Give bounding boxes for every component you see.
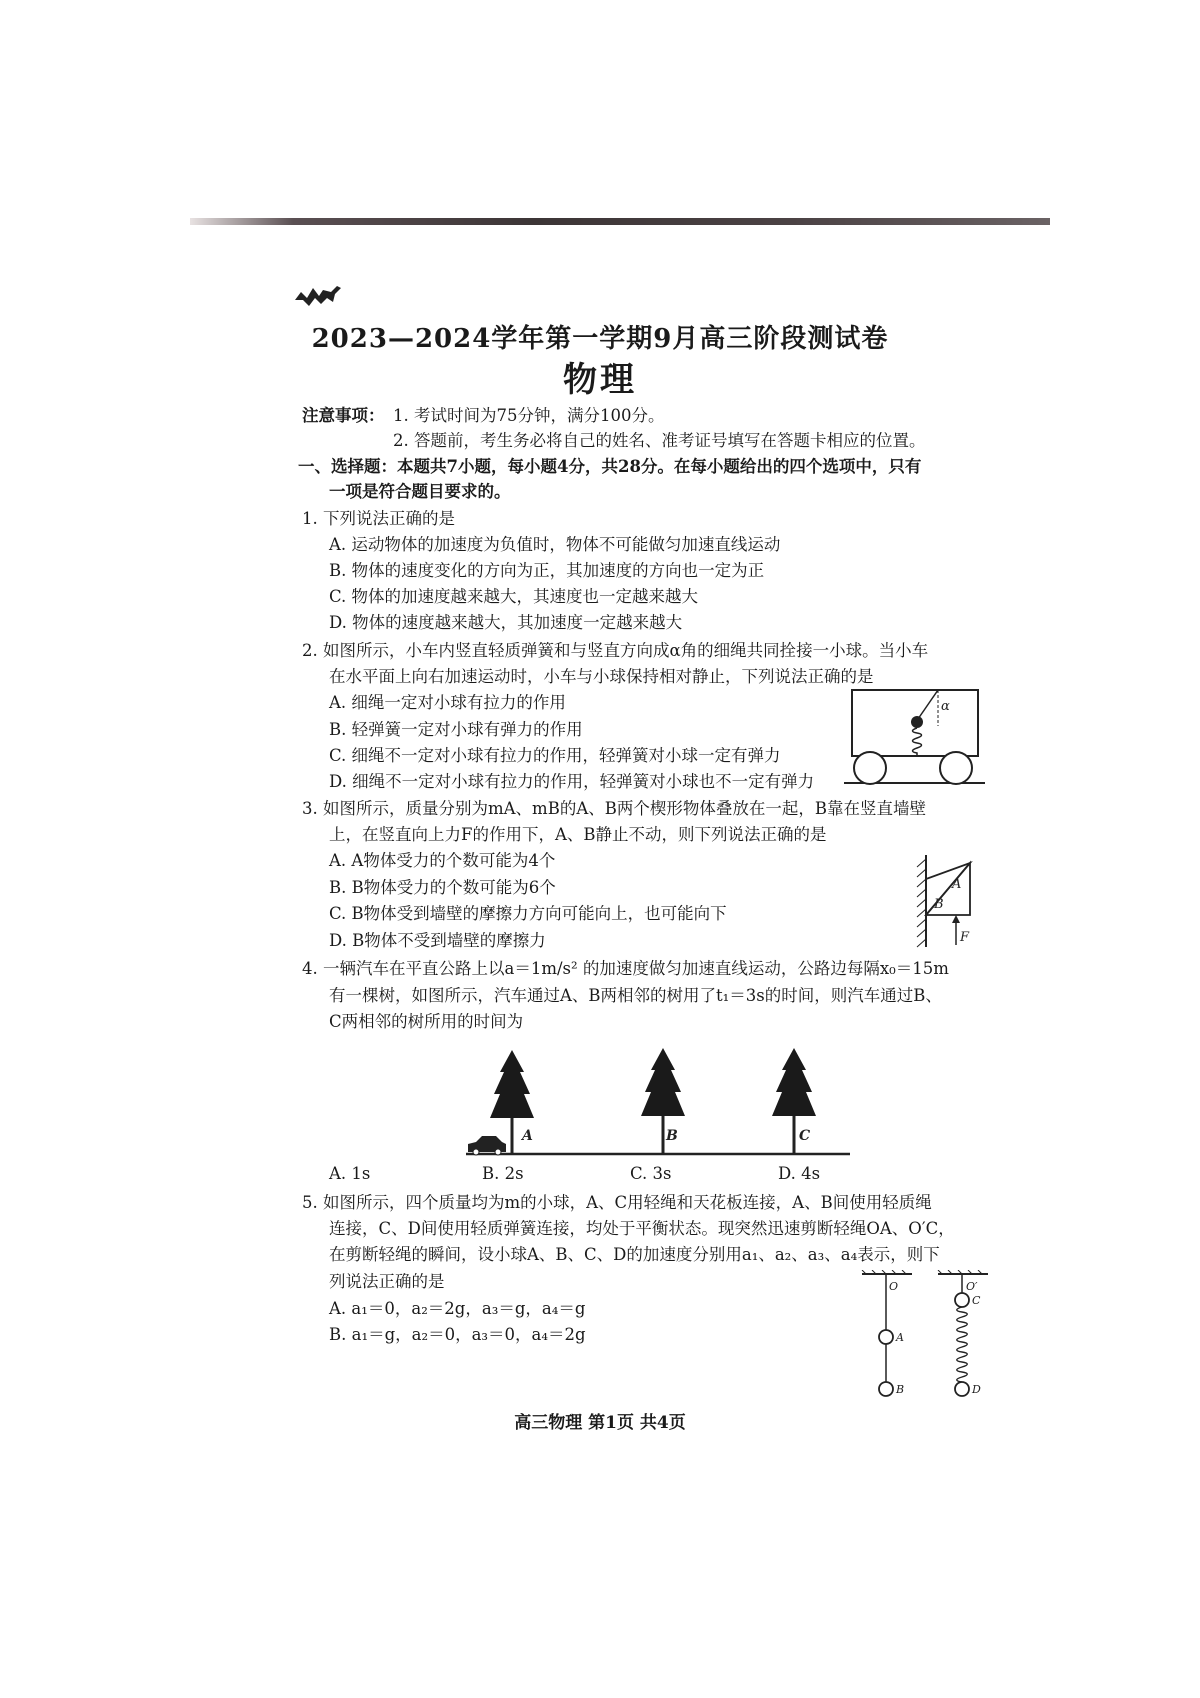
- q2-alpha-label: α: [941, 699, 950, 714]
- car-icon: [468, 1136, 506, 1155]
- q3-label-a: A: [952, 877, 962, 892]
- q5-stem-line-1: 5. 如图所示，四个质量均为m的小球，A、C用轻绳和天花板连接，A、B间使用轻质绳: [302, 1193, 932, 1212]
- tree-label-a: A: [522, 1128, 533, 1144]
- q5-stem-line-3: 在剪断轻绳的瞬间，设小球A、B、C、D的加速度分别用a₁、a₂、a₃、a₄表示，则下: [329, 1245, 940, 1264]
- q3-stem-line-1: 3. 如图所示，质量分别为mA、mB的A、B两个楔形物体叠放在一起，B靠在竖直墙壁: [302, 799, 926, 818]
- q2-stem-line-2: 在水平面上向右加速运动时，小车与小球保持相对静止，下列说法正确的是: [329, 667, 874, 686]
- exam-title: 2023—2024学年第一学期9月高三阶段测试卷: [311, 324, 889, 354]
- section-heading-line-2: 一项是符合题目要求的。: [329, 482, 511, 501]
- q5-label-a: A: [896, 1331, 904, 1344]
- q2-cart-figure: [842, 686, 987, 790]
- q5-label-d: D: [972, 1383, 981, 1396]
- tree-label-c: C: [799, 1128, 811, 1144]
- q4-option-a: A. 1s: [329, 1164, 371, 1183]
- q4-stem-line-1: 4. 一辆汽车在平直公路上以a＝1m/s² 的加速度做匀加速直线运动，公路边每隔x₀＝15m: [302, 959, 949, 978]
- q5-label-b: B: [896, 1383, 905, 1396]
- q2-stem-line-1: 2. 如图所示，小车内竖直轻质弹簧和与竖直方向成α角的细绳共同拴接一小球。当小车: [302, 641, 929, 660]
- q3-stem-line-2: 上，在竖直向上力F的作用下，A、B静止不动，则下列说法正确的是: [329, 825, 827, 844]
- q2-option-b: B. 轻弹簧一定对小球有弹力的作用: [329, 720, 583, 739]
- q3-option-d: D. B物体不受到墙壁的摩擦力: [329, 931, 546, 950]
- q5-option-a: A. a₁＝0，a₂＝2g，a₃＝g，a₄＝g: [329, 1299, 586, 1318]
- subject-title: 物理: [563, 360, 637, 400]
- q3-option-b: B. B物体受力的个数可能为6个: [329, 878, 556, 897]
- q5-label-c: C: [972, 1294, 981, 1307]
- notice-item-2: 2. 答题前，考生务必将自己的姓名、准考证号填写在答题卡相应的位置。: [393, 431, 926, 450]
- q4-option-d: D. 4s: [778, 1164, 821, 1183]
- q2-option-a: A. 细绳一定对小球有拉力的作用: [329, 693, 566, 712]
- q3-option-c: C. B物体受到墙壁的摩擦力方向可能向上，也可能向下: [329, 904, 727, 923]
- q4-trees-figure: [466, 1042, 850, 1160]
- q5-option-b: B. a₁＝g，a₂＝0，a₃＝0，a₄＝2g: [329, 1325, 586, 1344]
- q5-stem-line-4: 列说法正确的是: [329, 1272, 445, 1291]
- q1-option-c: C. 物体的加速度越来越大，其速度也一定越来越大: [329, 587, 699, 606]
- q2-option-c: C. 细绳不一定对小球有拉力的作用，轻弹簧对小球一定有弹力: [329, 746, 781, 765]
- q1-option-d: D. 物体的速度越来越大，其加速度一定越来越大: [329, 613, 683, 632]
- q2-option-d: D. 细绳不一定对小球有拉力的作用，轻弹簧对小球也不一定有弹力: [329, 772, 815, 791]
- q3-wedge-figure: [912, 853, 982, 949]
- tree-label-b: B: [666, 1128, 678, 1144]
- q5-balls-figure: [858, 1270, 993, 1398]
- notice-label: 注意事项：: [302, 406, 385, 425]
- q5-label-o: O: [889, 1280, 899, 1293]
- q5-label-o-prime: O′: [966, 1280, 978, 1293]
- q1-option-b: B. 物体的速度变化的方向为正，其加速度的方向也一定为正: [329, 561, 765, 580]
- q1-option-a: A. 运动物体的加速度为负值时，物体不可能做匀加速直线运动: [329, 535, 781, 554]
- page-footer: 高三物理 第1页 共4页: [514, 1413, 686, 1433]
- q3-option-a: A. A物体受力的个数可能为4个: [329, 851, 556, 870]
- q4-stem-line-3: C两相邻的树所用的时间为: [329, 1012, 524, 1031]
- q1-stem: 1. 下列说法正确的是: [302, 509, 455, 528]
- q4-option-b: B. 2s: [482, 1164, 524, 1183]
- section-heading-line-1: 一、选择题：本题共7小题，每小题4分，共28分。在每小题给出的四个选项中，只有: [298, 457, 922, 476]
- q4-option-c: C. 3s: [630, 1164, 672, 1183]
- q4-stem-line-2: 有一棵树，如图所示，汽车通过A、B两相邻的树用了t₁＝3s的时间，则汽车通过B、: [329, 986, 942, 1005]
- q5-stem-line-2: 连接，C、D间使用轻质弹簧连接，均处于平衡状态。现突然迅速剪断轻绳OA、O′C，: [329, 1219, 955, 1238]
- top-border-bar: [190, 218, 1050, 225]
- tree-b-icon: [641, 1048, 685, 1154]
- notice-item-1: 1. 考试时间为75分钟，满分100分。: [393, 406, 665, 425]
- school-logo-icon: [293, 280, 343, 308]
- q3-label-f: F: [960, 930, 970, 945]
- q3-label-b: B: [934, 897, 944, 912]
